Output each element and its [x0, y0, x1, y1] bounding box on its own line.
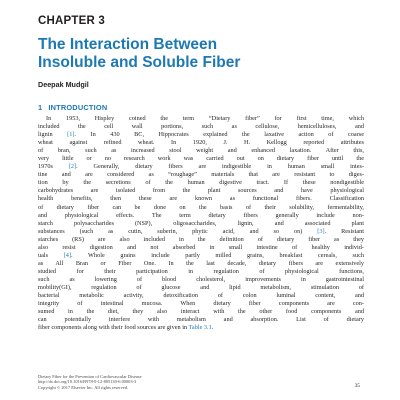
body-text-segment: . Generally, dietary fibers are indigestible in human small intes-: [76, 163, 364, 171]
body-text-segment: . In 430 BC, Hippocrates explained the laxative action of coarse: [74, 131, 364, 139]
body-line: [38, 163, 364, 171]
body-line: [38, 284, 364, 292]
body-text-segment: included the cell wall portions, such as cellulose, hemicelluloses, and: [38, 123, 364, 131]
body-line: [38, 155, 364, 163]
body-text-segment: bacterial metabolic activity, detoxification of colon luminal content, and: [38, 292, 364, 300]
body-line: [38, 147, 364, 155]
body-line: [38, 123, 364, 131]
body-text-segment: . Whole grains include partly milled grains, breakfast cereals, such: [70, 251, 364, 259]
section-heading: [38, 103, 107, 112]
body-line: [38, 316, 364, 324]
author-name: Deepak Mudgil: [38, 80, 89, 89]
body-text-segment: also resist digestion and not absorbed in small intestine of healthy individ-: [38, 243, 364, 251]
body-line: [38, 252, 364, 260]
body-text-segment: very little or no research work was carried out on dietary fiber until the: [38, 155, 364, 163]
body-line: [38, 260, 364, 268]
body-line: [38, 115, 364, 123]
body-line: [38, 236, 364, 244]
body-line: [38, 244, 364, 252]
body-text-segment: mobility(GI), regulation of glucose and lipid metabolism, stimulation of: [38, 283, 364, 291]
body-text-segment: lignin: [38, 131, 68, 139]
body-line: [38, 187, 364, 195]
body-line: [38, 268, 364, 276]
body-text-segment: starches (RS) are also included in the definition of dietary fiber as they: [38, 235, 364, 243]
body-text-segment: such as lowering of blood cholesterol, improvements in gastrointestinal: [38, 275, 364, 283]
page-number: 35: [354, 383, 360, 389]
body-text-segment: studied for their participation in regulation of physiological functions,: [38, 267, 364, 275]
body-line: [38, 179, 364, 187]
body-text-segment: of bran, such as increased stool weight and enhanced laxation. After this,: [38, 147, 364, 155]
body-text-segment: substances (such as cutin, suberin, phytic acid, and so on): [38, 227, 318, 235]
section-number: 1: [38, 103, 43, 112]
title-line-1: The Interaction Between: [38, 36, 218, 53]
chapter-title: [38, 36, 368, 72]
body-text-segment: tion by the secretions of the human digestive tract. If these nondigestible: [38, 179, 364, 187]
body-text-segment: tine and are considered as “roughage” materials that are resistant to diges-: [38, 171, 364, 179]
body-text-segment: health benefits, then these are known as functional fibers. Classification: [38, 195, 364, 203]
body-line: [38, 292, 364, 300]
body-line: [38, 228, 364, 236]
citation-link[interactable]: Table 3.1: [188, 324, 212, 332]
citation-link[interactable]: [2]: [68, 163, 77, 171]
body-line: [38, 276, 364, 284]
footer-copyright: Copyright © 2017 Elsevier Inc. All rights reserved.: [38, 384, 129, 390]
footer-doi: http://dx.doi.org/10.1016/B978-0-12-805130-6.00003-3: [38, 379, 137, 385]
citation-link[interactable]: [1]: [67, 131, 75, 139]
body-text-segment: of dietary fiber can be done on the basis of their solubility, fermentability,: [38, 203, 364, 211]
body-text-segment: can potentially interfere with metabolism and absorption. List of dietary: [38, 316, 364, 324]
chapter-label: CHAPTER 3: [38, 15, 105, 27]
body-text-segment: integrity of intestinal mucosa. When dietary fiber components are con-: [38, 300, 364, 308]
citation-link[interactable]: [4]: [63, 251, 71, 259]
title-line-2: Insoluble and Soluble Fiber: [38, 54, 241, 71]
body-text-segment: and physiological effects. The term dietary fibers generally include non-: [38, 211, 364, 219]
footer-citation: [38, 374, 142, 390]
body-text-segment: In 1953, Hispley coined the term “Dietary fiber” for first time, which: [46, 115, 364, 122]
body-line: [38, 131, 364, 139]
body-line: [38, 139, 364, 147]
body-text-segment: .: [211, 324, 214, 332]
body-text-segment: wheat against refined wheat. In 1920, J. H. Kellogg reported attributes: [38, 139, 364, 147]
body-text-segment: fiber components along with their food sources are given in: [38, 324, 189, 332]
body-text-segment: as All Bran or Fiber One. In the last decade, dietary fibers are extensively: [38, 259, 364, 267]
body-paragraph: [38, 115, 364, 332]
body-line: [38, 212, 364, 220]
body-text-segment: uals: [38, 251, 64, 259]
body-text-segment: carbohydrates are isolated from the plant sources and have physiological: [38, 187, 364, 195]
body-text-segment: 1970s: [38, 163, 69, 171]
section-title: INTRODUCTION: [48, 103, 108, 112]
body-line: [38, 324, 364, 332]
citation-link[interactable]: [3]: [317, 227, 325, 235]
body-line: [38, 171, 364, 179]
body-line: [38, 308, 364, 316]
body-text-segment: starch polysaccharides (NSP), oligosaccharides, lignin, and associated plant: [38, 219, 364, 227]
body-line: [38, 195, 364, 203]
body-line: [38, 220, 364, 228]
footer-book-title: Dietary Fiber for the Prevention of Cardiovascular Disease: [38, 374, 142, 379]
body-text-segment: . Resistant: [324, 227, 364, 235]
body-line: [38, 204, 364, 212]
body-text-segment: sumed in the diet, they also interact with the other food components and: [38, 308, 364, 316]
body-line: [38, 300, 364, 308]
